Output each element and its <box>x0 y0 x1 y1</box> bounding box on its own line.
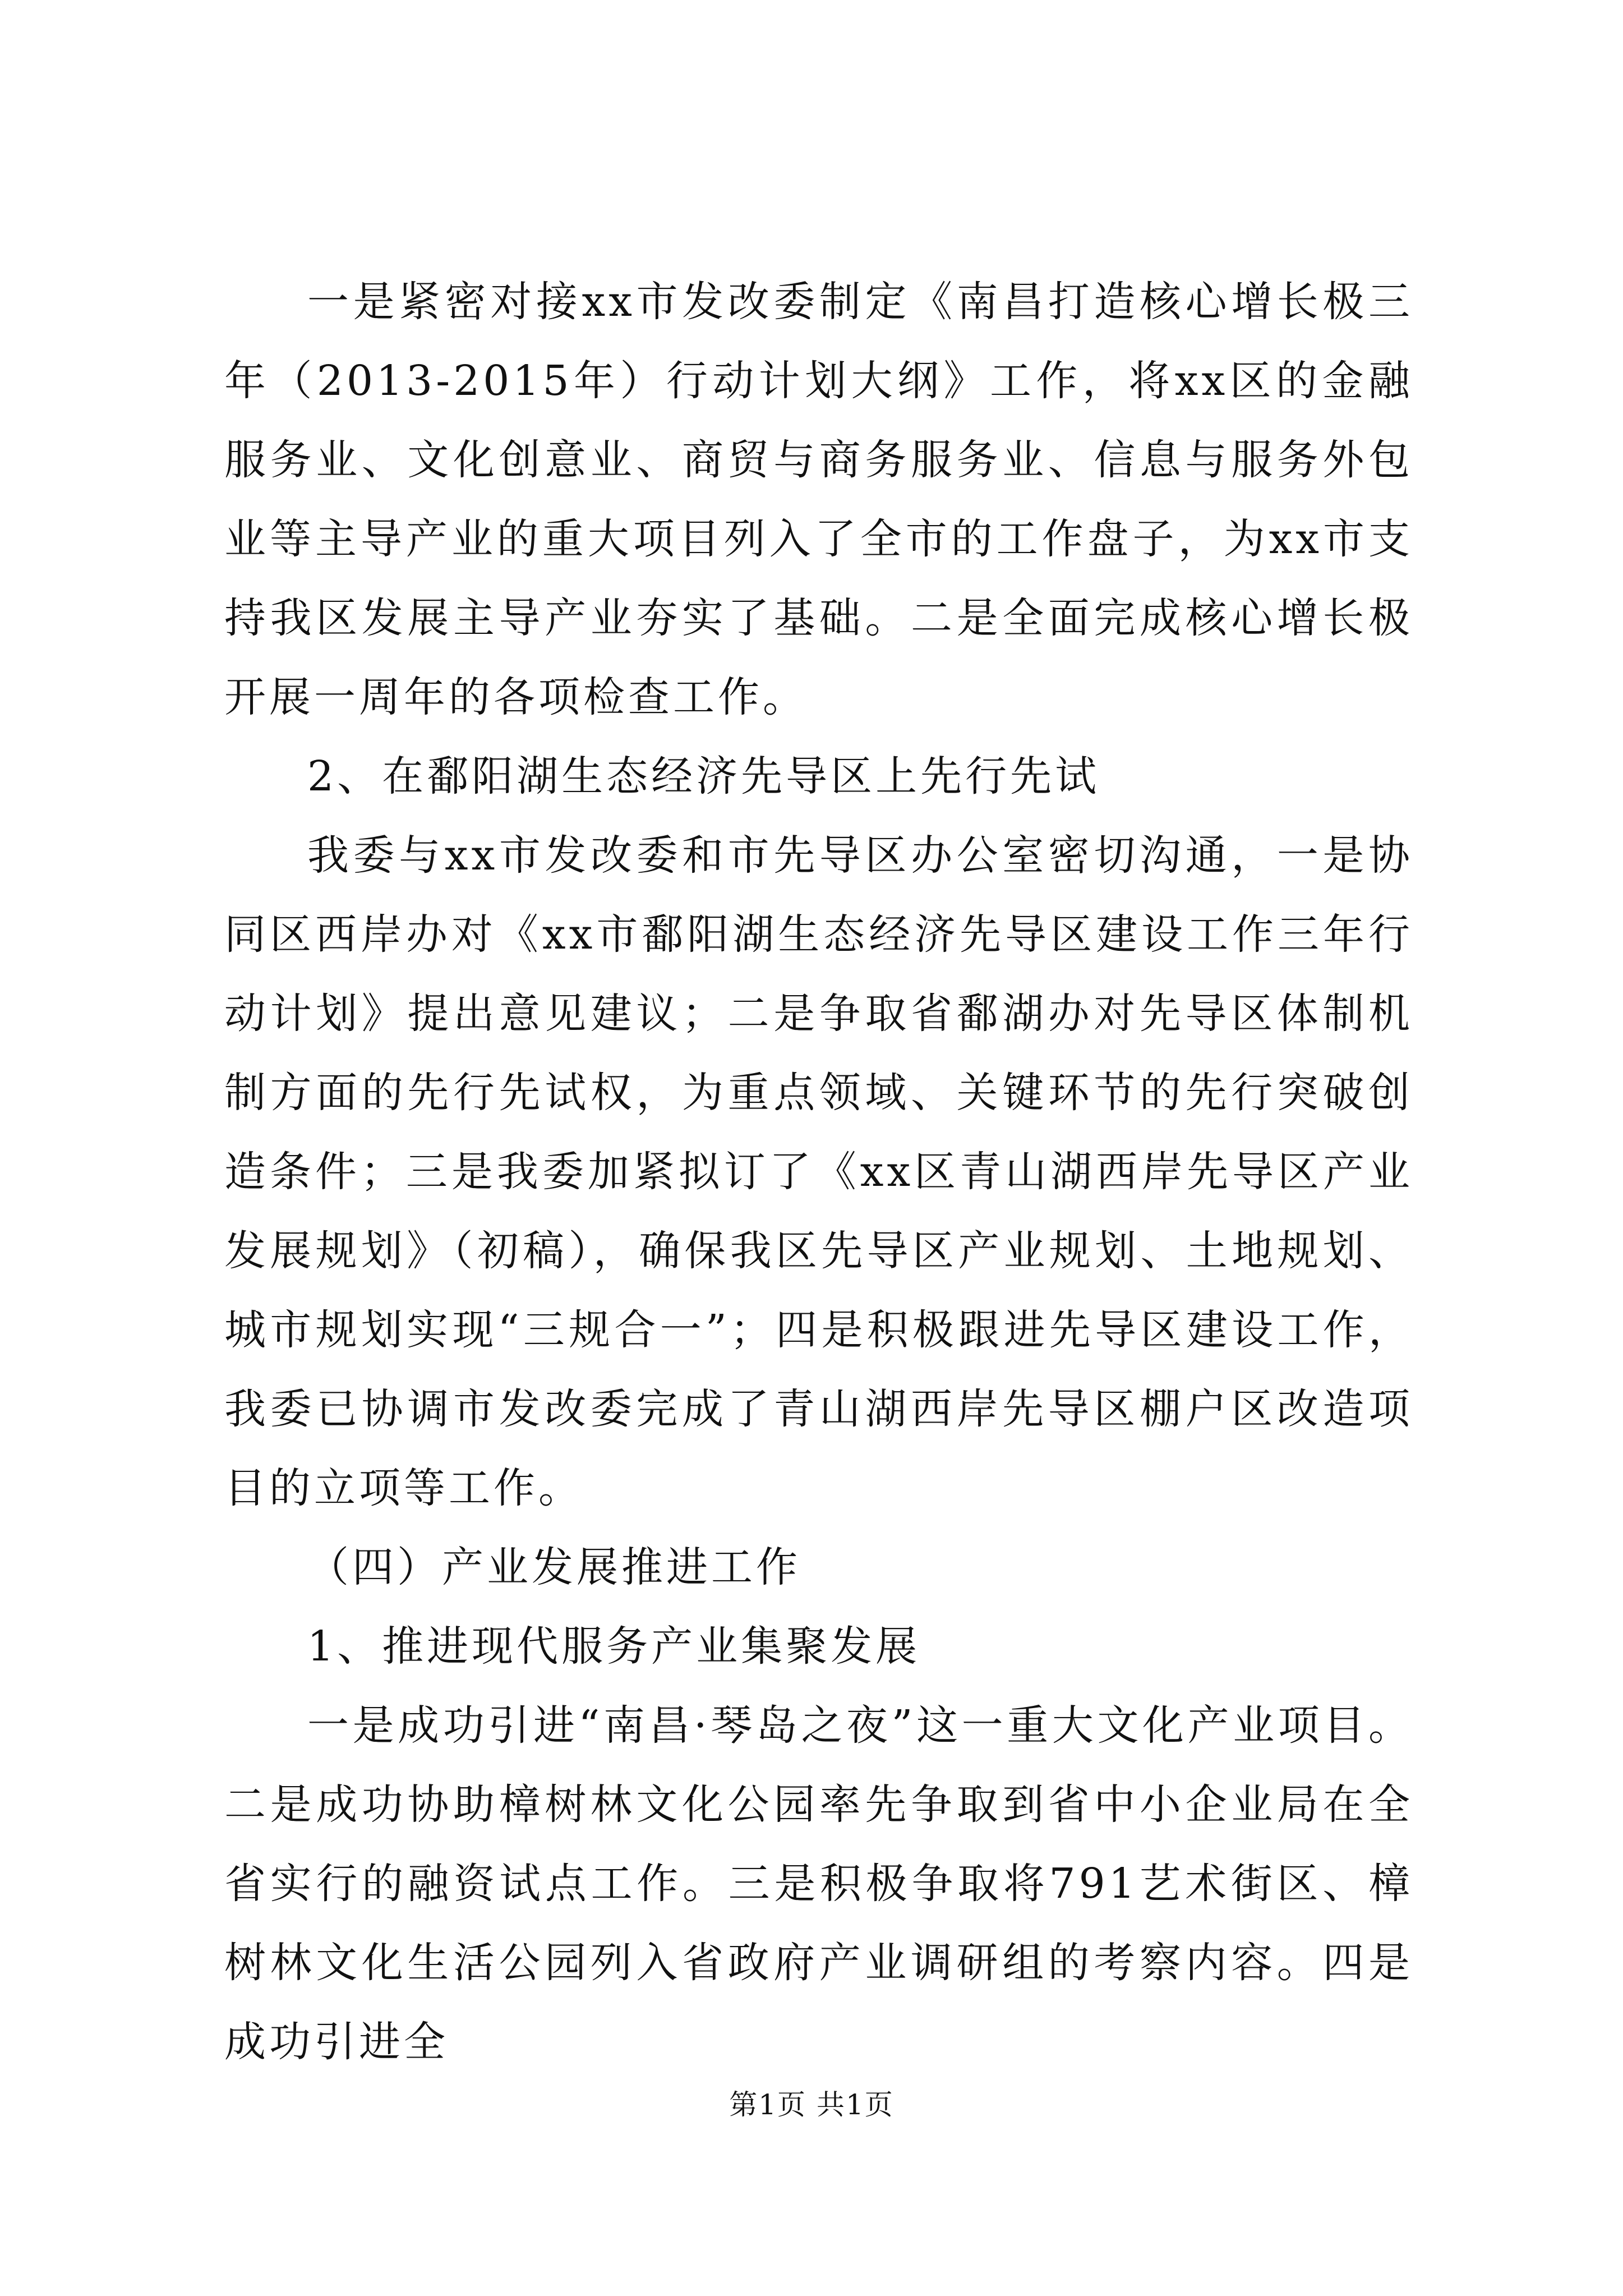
heading-industry-development: （四）产业发展推进工作 <box>307 1543 801 1591</box>
paragraph-pilot-zone: 我委与xx市发改委和市先导区办公室密切沟通，一是协同区西岸办对《xx市鄱阳湖生态经济先导区建设工作三年行动计划》提出意见建议；二是争取省鄱湖办对先导区体制机制方面的先行先试权，为重点领域、关键环节的先行突破创造条件；三是我委加紧拟订了《xx区青山湖西岸先导区产业发展规划》（初稿），确保我区先导区产业规划、土地规划、城市规划实现“三规合一”；四是积极跟进先导区建设工作，我委已协调市发改委完成了青山湖西岸先导区棚户区改造项目的立项等工作。 <box>224 831 1413 1512</box>
document-body <box>224 263 1413 2082</box>
page-footer: 第1页 共1页 <box>729 2088 894 2121</box>
paragraph-growth-pole: 一是紧密对接xx市发改委制定《南昌打造核心增长极三年（2013-2015年）行动计划大纲》工作，将xx区的金融服务业、文化创意业、商贸与商务服务业、信息与服务外包业等主导产业的重大项目列入了全市的工作盘子，为xx市支持我区发展主导产业夯实了基础。二是全面完成核心增长极开展一周年的各项检查工作。 <box>224 278 1413 721</box>
paragraph-cultural-projects: 一是成功引进“南昌·琴岛之夜”这一重大文化产业项目。二是成功协助樟树林文化公园率先争取到省中小企业局在全省实行的融资试点工作。三是积极争取将791艺术街区、樟树林文化生活公园列入省政府产业调研组的考察内容。四是成功引进全 <box>224 1701 1413 2066</box>
heading-modern-services: 1、推进现代服务产业集聚发展 <box>307 1622 921 1671</box>
heading-poyang-lake-pilot: 2、在鄱阳湖生态经济先导区上先行先试 <box>307 752 1100 800</box>
